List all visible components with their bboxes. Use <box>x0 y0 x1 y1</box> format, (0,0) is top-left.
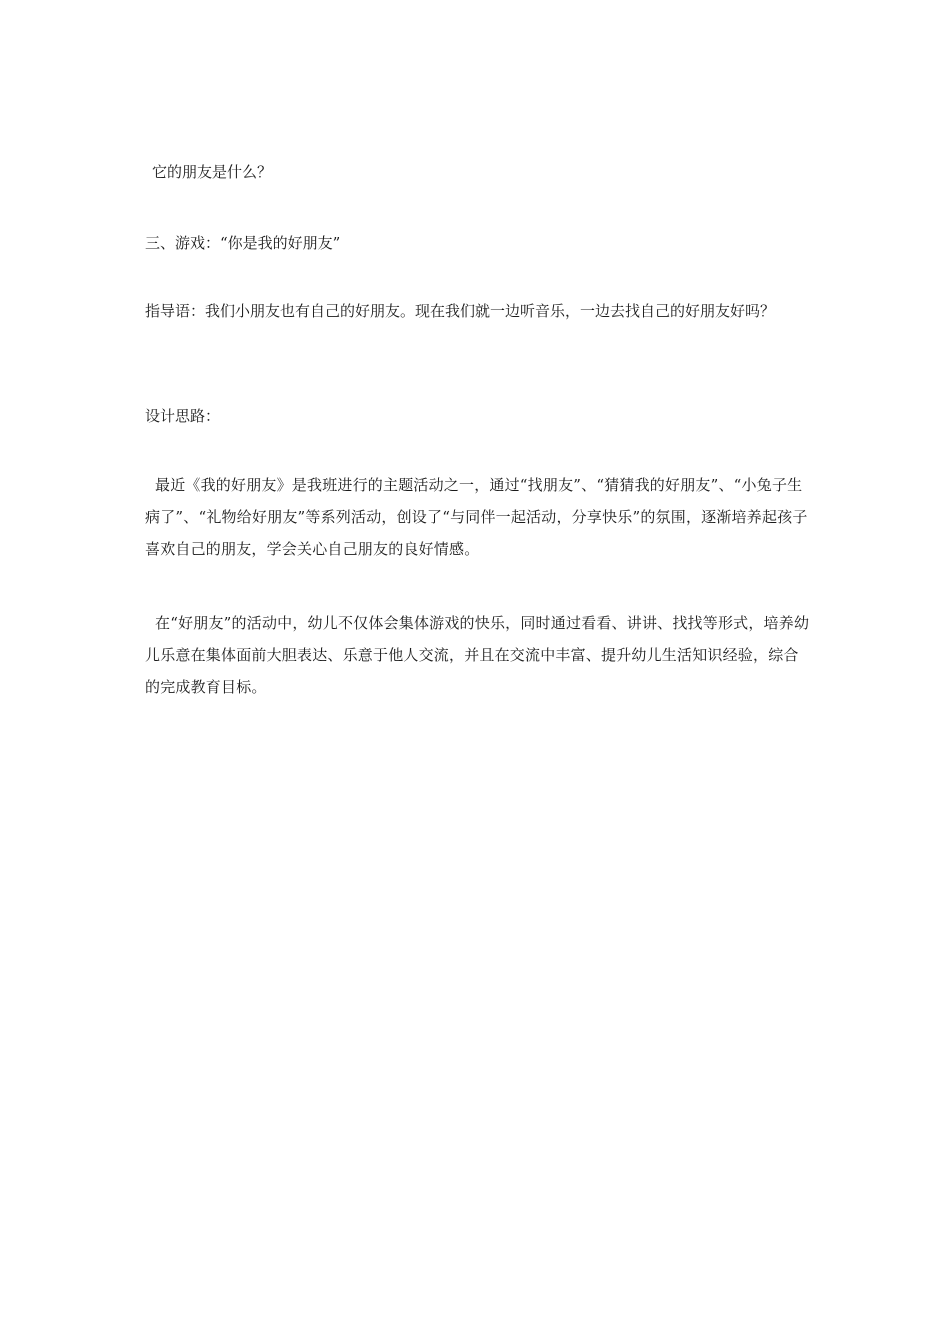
design-paragraph-2: 在“好朋友”的活动中，幼儿不仅体会集体游戏的快乐，同时通过看看、讲讲、找找等形式，培养幼儿乐意在集体面前大胆表达、乐意于他人交流，并且在交流中丰富、提升幼儿生活知识经验，综合的完成教育目标。 <box>145 614 810 696</box>
question-line: 它的朋友是什么？ <box>152 163 273 181</box>
design-ideas-title: 设计思路： <box>145 407 221 425</box>
design-paragraph-1: 最近《我的好朋友》是我班进行的主题活动之一，通过“找朋友”、“猜猜我的好朋友”、“小兔子生病了”、“礼物给好朋友”等系列活动，创设了“与同伴一起活动，分享快乐”的氛围，逐渐培养起孩子喜欢自己的朋友，学会关心自己朋友的良好情感。 <box>145 476 808 558</box>
section-heading-game: 三、游戏：“你是我的好朋友” <box>145 234 341 252</box>
guide-text: 指导语：我们小朋友也有自己的好朋友。现在我们就一边听音乐，一边去找自己的好朋友好吗？ <box>145 302 776 320</box>
